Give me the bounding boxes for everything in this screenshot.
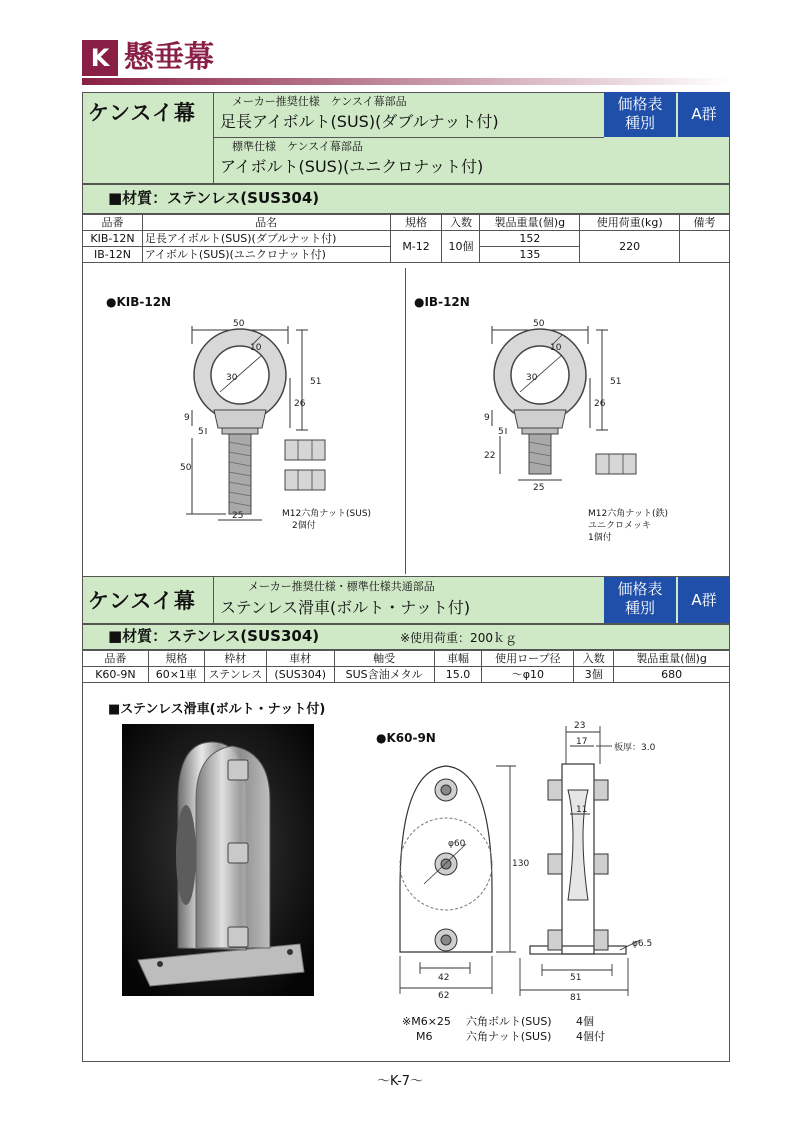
category-title: 懸垂幕 (124, 40, 214, 75)
th-bearing: 軸受 (334, 651, 434, 667)
th-wheel: 車材 (266, 651, 334, 667)
cell-name: 足長アイボルト(SUS)(ダブルナット付) (142, 231, 390, 247)
dim-neck: 9 (184, 413, 190, 423)
cell-code: KIB-12N (83, 231, 143, 247)
dim-collar: 5 (498, 427, 504, 437)
dim-23: 23 (574, 721, 586, 731)
th-load: 使用荷重(kg) (580, 215, 680, 231)
dim-ring-thk: 10 (250, 343, 262, 353)
dim-eye: 26 (594, 399, 606, 409)
dim-42: 42 (438, 973, 450, 983)
th-name: 品名 (142, 215, 390, 231)
th-spec: 規格 (148, 651, 204, 667)
list-item (402, 1029, 605, 1044)
dim-ring-thk: 10 (550, 343, 562, 353)
dim-thread: 22 (484, 451, 496, 461)
price-label-2: 種別 (624, 599, 655, 617)
dim-collar: 5 (198, 427, 204, 437)
list-item (402, 1014, 605, 1029)
dim-base: 25 (533, 483, 545, 493)
cell-width: 15.0 (434, 667, 482, 683)
section2-line-name: ステンレス滑車(ボルト・ナット付) (220, 598, 471, 617)
accessory-qty: 4個付 (576, 1030, 605, 1043)
section1-line2-name: アイボルト(SUS)(ユニクロナット付) (220, 157, 484, 176)
drawing3-label: ●K60-9N (376, 731, 436, 745)
th-note: 備考 (680, 215, 730, 231)
section2-material: ■材質：ステンレス(SUS304) (108, 627, 320, 645)
th-code: 品番 (83, 215, 143, 231)
accessory-qty: 4個 (576, 1015, 594, 1028)
cell-bearing: SUS含油メタル (334, 667, 434, 683)
cell-load: 220 (580, 231, 680, 263)
nut-note-line: M12六角ナット(鉄) (588, 509, 669, 519)
dim-diameter: φ60 (448, 839, 466, 849)
th-code: 品番 (83, 651, 149, 667)
th-qty: 入数 (574, 651, 614, 667)
cell-weight: 152 (480, 231, 580, 247)
dim-total: 51 (310, 377, 322, 387)
dim-total: 51 (610, 377, 622, 387)
dim-ring-inner: 30 (226, 373, 238, 383)
accessory-list (402, 1014, 605, 1044)
dim-17: 17 (576, 737, 588, 747)
dim-51: 51 (570, 973, 582, 983)
cell-name: アイボルト(SUS)(ユニクロナット付) (142, 247, 390, 263)
accessory-mark: M6 (416, 1030, 433, 1043)
price-label-2: 種別 (624, 114, 655, 132)
price-label-1: 価格表 (617, 580, 663, 598)
cell-weight: 680 (614, 667, 730, 683)
price-label-1: 価格表 (617, 95, 663, 113)
th-weight: 製品重量(個)g (614, 651, 730, 667)
section1-group: A群 (678, 92, 730, 137)
dim-130: 130 (512, 859, 530, 869)
cell-qty: 3個 (574, 667, 614, 683)
nut-note-line: 1個付 (588, 533, 612, 543)
dim-base: 25 (232, 511, 244, 521)
cell-spec: 60×1車 (148, 667, 204, 683)
section1-line2-small: 標準仕様 ケンスイ幕部品 (232, 140, 363, 153)
dim-eye: 26 (294, 399, 306, 409)
cell-wheel: (SUS304) (266, 667, 334, 683)
th-width: 車幅 (434, 651, 482, 667)
th-frame: 枠材 (204, 651, 266, 667)
th-weight: 製品重量(個)g (480, 215, 580, 231)
dim-width: 50 (533, 319, 545, 329)
th-rope: 使用ロープ径 (482, 651, 574, 667)
nut-note-line: ユニクロメッキ (588, 521, 652, 531)
cell-code: IB-12N (83, 247, 143, 263)
dim-hole: φ6.5 (632, 939, 653, 949)
accessory-name: 六角ボルト(SUS) (466, 1015, 552, 1028)
dim-81: 81 (570, 993, 582, 1003)
section2-load-note: ※使用荷重：200ｋｇ (400, 631, 517, 645)
section2-brand: ケンスイ幕 (88, 589, 196, 613)
dim-neck: 9 (484, 413, 490, 423)
accessory-name: 六角ナット(SUS) (466, 1030, 552, 1043)
section2-line-small: メーカー推奨仕様・標準仕様共通部品 (248, 580, 435, 593)
cell-spec: M-12 (390, 231, 442, 263)
category-badge: K (82, 40, 118, 76)
accessory-mark: ※M6×25 (402, 1015, 451, 1028)
dim-plate: 板厚：3.0 (614, 743, 656, 753)
cell-weight: 135 (480, 247, 580, 263)
th-spec: 規格 (390, 215, 442, 231)
drawing1-label: ●KIB-12N (106, 295, 172, 309)
cell-qty: 10個 (442, 231, 480, 263)
dim-width: 50 (233, 319, 245, 329)
section1-line1-small: メーカー推奨仕様 ケンスイ幕部品 (232, 95, 407, 108)
th-qty: 入数 (442, 215, 480, 231)
cell-frame: ステンレス (204, 667, 266, 683)
drawing2-label: ●IB-12N (414, 295, 470, 309)
cell-rope: ～φ10 (482, 667, 574, 683)
cell-code: K60-9N (83, 667, 149, 683)
dim-thread: 50 (180, 463, 192, 473)
section1-brand: ケンスイ幕 (88, 101, 196, 125)
section2-group: A群 (678, 577, 730, 623)
photo-label: ■ステンレス滑車(ボルト・ナット付) (108, 702, 326, 717)
page-number: ～K-7～ (376, 1074, 424, 1089)
dim-ring-inner: 30 (526, 373, 538, 383)
section1-line1-name: 足長アイボルト(SUS)(ダブルナット付) (220, 112, 499, 131)
nut-note-line: M12六角ナット(SUS) (282, 509, 372, 519)
dim-11: 11 (576, 805, 588, 815)
dim-62: 62 (438, 991, 450, 1001)
section1-material: ■材質：ステンレス(SUS304) (108, 189, 320, 207)
nut-note-line: 2個付 (292, 521, 316, 531)
